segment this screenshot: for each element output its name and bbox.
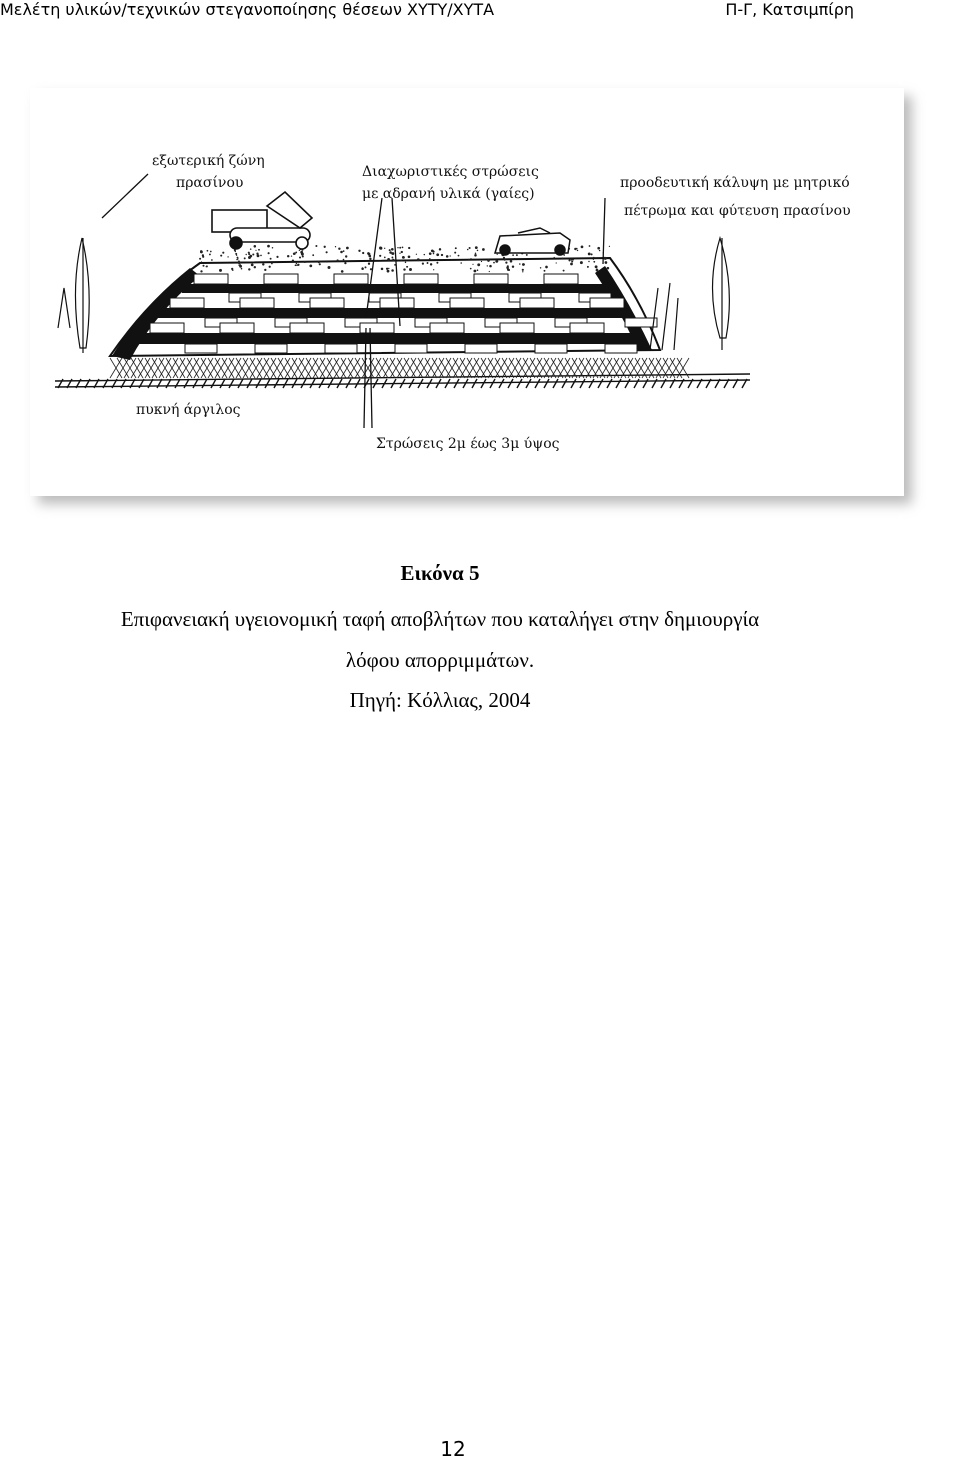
header-author: Π-Γ, Κατσιμπίρη — [725, 0, 854, 19]
page-number: 12 — [440, 1437, 466, 1461]
label-clay: πυκνή άργιλος — [136, 402, 241, 418]
bulldozer-left-icon — [212, 192, 312, 249]
label-outer-zone-2: πρασίνου — [176, 175, 244, 191]
tree-left-icon — [58, 238, 89, 353]
header-title: Μελέτη υλικών/τεχνικών στεγανοποίησης θέσεων ΧΥΤΥ/ΧΥΤΑ — [0, 0, 495, 19]
label-cover-1: προοδευτική κάλυψη με μητρικό — [620, 175, 850, 191]
label-layers: Στρώσεις 2μ έως 3μ ύψος — [376, 436, 560, 452]
clay-liner — [110, 358, 689, 378]
label-outer-zone-1: εξωτερική ζώνη — [152, 153, 265, 169]
figure-caption-title: Εικόνα 5 — [400, 561, 480, 585]
page-header — [0, 0, 960, 24]
figure-landfill-diagram — [30, 88, 904, 496]
figure-caption-line-2: λόφου απορριμμάτων. — [345, 648, 535, 672]
figure-caption-source: Πηγή: Κόλλιας, 2004 — [349, 688, 531, 712]
landfill-drawing — [30, 88, 904, 496]
label-separating-2: με αδρανή υλικά (γαίες) — [362, 186, 535, 202]
compactor-right-icon — [495, 228, 570, 255]
label-separating-1: Διαχωριστικές στρώσεις — [362, 164, 539, 180]
figure-caption-line-1: Επιφανειακή υγειονομική ταφή αποβλήτων που καταλήγει στην δημιουργία — [120, 607, 760, 631]
tree-right-icon — [650, 238, 729, 350]
label-cover-2: πέτρωμα και φύτευση πρασίνου — [624, 203, 851, 219]
figure-canvas — [30, 88, 904, 496]
